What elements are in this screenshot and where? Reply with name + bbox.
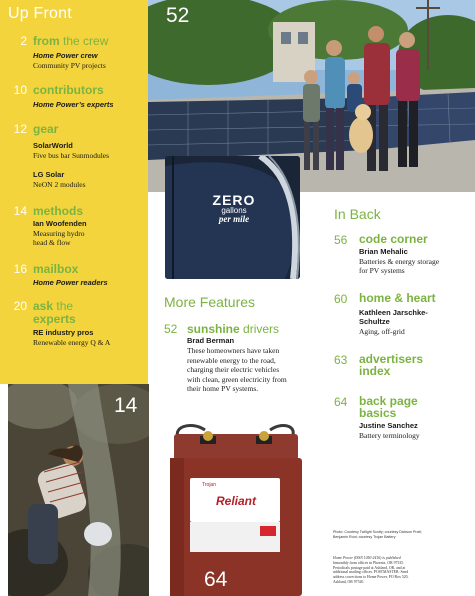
page-number: 2 (20, 34, 27, 48)
entry-title-line2: basics (359, 406, 397, 420)
page-number: 12 (13, 122, 27, 136)
entry-desc: Community PV projects (33, 61, 106, 70)
page-number: 63 (334, 353, 348, 367)
entry-title-line2: experts (33, 312, 76, 326)
entry-title: sunshine drivers (187, 322, 280, 336)
entry-desc-2: NeON 2 modules (33, 180, 86, 189)
entry-title: mailbox (33, 262, 79, 276)
entry-title: contributors (33, 83, 104, 97)
page-number: 20 (13, 299, 27, 313)
page-number: 52 (164, 322, 178, 336)
entry-title: methods (33, 204, 84, 218)
entry-author: SolarWorld (33, 141, 73, 150)
battery-photo (160, 418, 310, 596)
zero-decal (199, 192, 269, 224)
photo-page-number: 64 (204, 568, 228, 591)
entry-title: code corner (359, 232, 428, 246)
entry-author: Brian Mehalic (359, 247, 408, 256)
entry-author: RE industry pros (33, 328, 94, 337)
entry-title: advertisers (359, 352, 424, 366)
entry-desc: Measuring hydro (33, 229, 85, 238)
entry-author: Ian Woofenden (33, 219, 87, 228)
entry-author: Home Power crew (33, 51, 98, 60)
entry-desc: Renewable energy Q & A (33, 338, 111, 347)
entry-author-line2: Schultze (359, 317, 390, 326)
left-column (0, 0, 148, 384)
page-number: 14 (13, 204, 27, 218)
entry-author: Home Power readers (33, 278, 108, 287)
decal-zero: ZERO (212, 192, 256, 208)
photo-page-number: 52 (166, 4, 190, 27)
page-number: 64 (334, 395, 348, 409)
entry-desc: Five bus bar Sunmodules (33, 151, 110, 160)
page-number: 10 (13, 83, 27, 97)
hydro-stream-photo (8, 384, 149, 596)
section-heading-up-front: Up Front (8, 5, 72, 22)
page-number: 60 (334, 292, 348, 306)
battery-logo: Trojan (202, 482, 216, 488)
entry-desc: for PV systems (359, 266, 405, 275)
section-heading-in-back: In Back (334, 206, 381, 222)
entry-desc: These homeowners have taken renewable energy to the road, charging their electric vehicles with clean, green electricity from their home PV systems. (187, 346, 287, 393)
entry-desc: Aging, off-grid (359, 327, 405, 336)
entry-title: back page (359, 394, 418, 408)
entry-desc: head & flow (33, 238, 71, 247)
battery-brand: Reliant (216, 494, 257, 508)
entry-author: Home Power’s experts (33, 100, 114, 109)
entry-title-line2: index (359, 364, 391, 378)
photo-page-number: 14 (114, 394, 138, 417)
page-number: 56 (334, 233, 348, 247)
section-heading-more-features: More Features (164, 294, 256, 310)
entry-desc: Battery terminology (359, 431, 420, 440)
entry-author-2: LG Solar (33, 170, 65, 179)
entry-title: gear (33, 122, 59, 136)
page-number: 16 (13, 262, 27, 276)
ev-car-photo (165, 156, 300, 279)
entry-desc: Batteries & energy storage (359, 257, 440, 266)
photo-credits: Photo: Courtesy Twilight Scotty; courtesy Dickson Pratt; Benjamin Root; courtesy Trojan Battery (333, 530, 422, 539)
entry-title: home & heart (359, 291, 436, 305)
entry-title: from the crew (33, 34, 109, 48)
entry-author: Kathleen Jarschke- (359, 308, 428, 317)
publication-info: Home Power (ISSN 1050-2416) is published bimonthly from offices in Phoenix, OR 97535. Periodicals postage paid at Ashland, OR, and at additional mailing offices. POSTMASTER: Send address corrections to Home Power, PO Box 520, Ashland, OR 97520. (333, 556, 409, 584)
entry-author: Justine Sanchez (359, 421, 418, 430)
decal-per-mile: per mile (218, 214, 250, 224)
entry-title: ask the (33, 299, 74, 313)
entry-author: Brad Berman (187, 336, 235, 345)
decal-gallons: gallons (221, 206, 247, 215)
